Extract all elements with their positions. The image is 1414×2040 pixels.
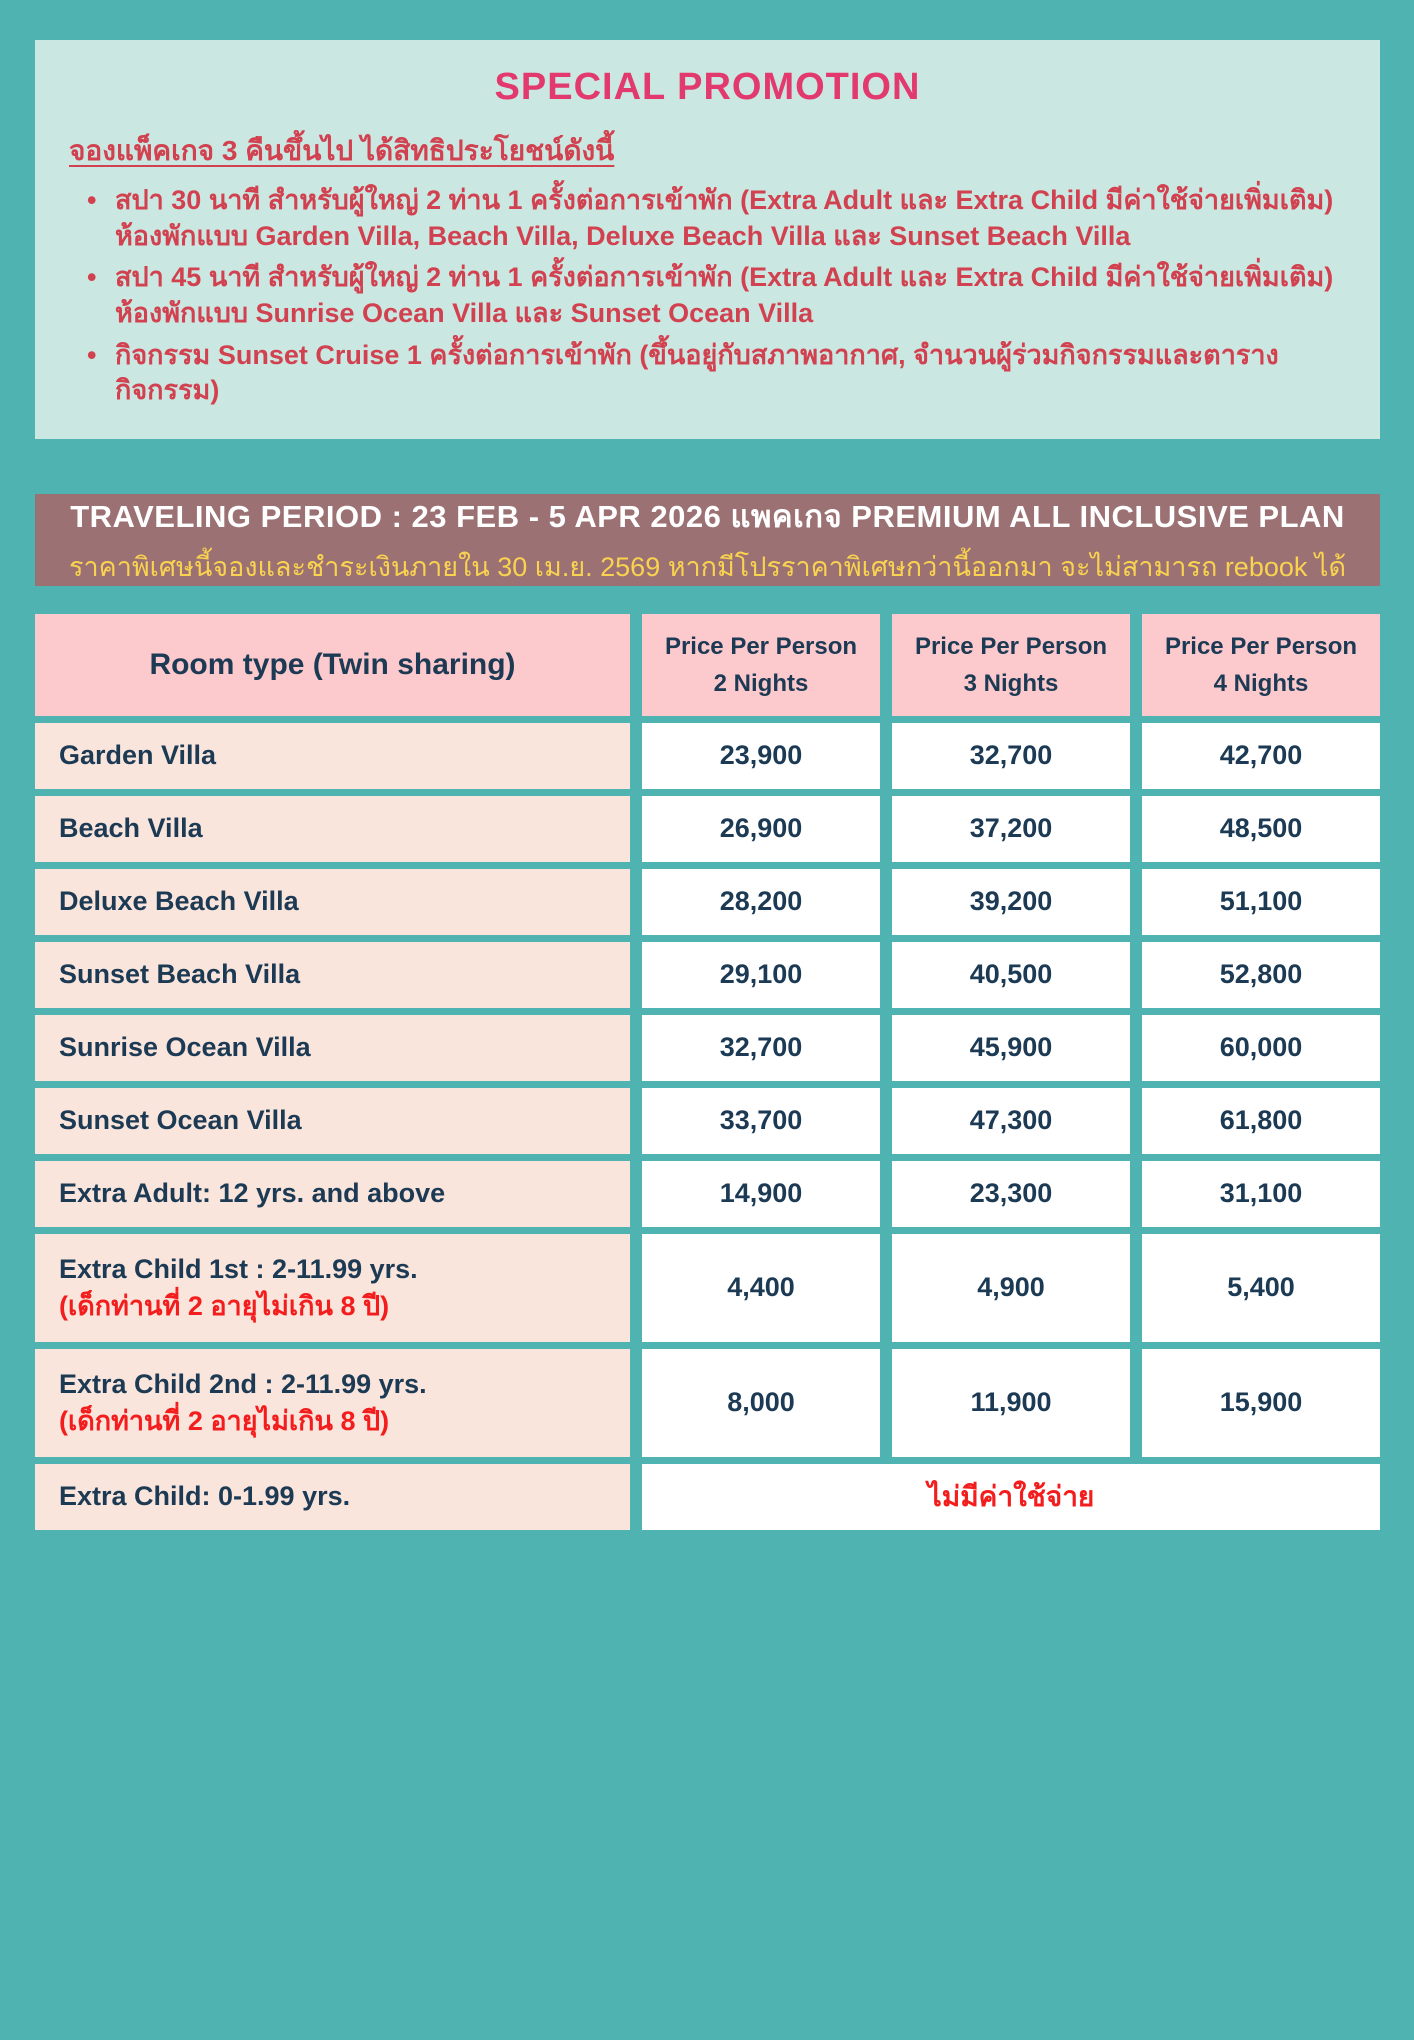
- price-cell: 29,100: [642, 942, 880, 1008]
- price-cell: 31,100: [1142, 1161, 1380, 1227]
- price-cell: 39,200: [892, 869, 1130, 935]
- no-charge-cell: ไม่มีค่าใช้จ่าย: [642, 1464, 1380, 1530]
- room-type-cell: [35, 1349, 630, 1457]
- price-cell: 37,200: [892, 796, 1130, 862]
- promo-title: SPECIAL PROMOTION: [494, 66, 921, 108]
- price-cell: 42,700: [1142, 723, 1380, 789]
- price-cell: 26,900: [642, 796, 880, 862]
- price-cell: 45,900: [892, 1015, 1130, 1081]
- room-type-cell: Sunset Beach Villa: [35, 942, 630, 1008]
- page-content: [35, 40, 1380, 1530]
- room-type-header-cell: Room type (Twin sharing): [35, 614, 630, 716]
- price-cell: 28,200: [642, 869, 880, 935]
- room-type-label: Extra Child 2nd : 2-11.99 yrs.: [59, 1369, 427, 1400]
- banner-subtitle: ราคาพิเศษนี้จองและชำระเงินภายใน 30 เม.ย. 2569 หากมีโปรราคาพิเศษกว่านี้ออกมา จะไม่สามารถ rebook ได้: [69, 552, 1346, 583]
- price-cell: 51,100: [1142, 869, 1380, 935]
- price-header-line1: Price Per Person: [1164, 632, 1358, 660]
- price-cell: 15,900: [1142, 1349, 1380, 1457]
- price-cell: 61,800: [1142, 1088, 1380, 1154]
- room-type-cell: [35, 1234, 630, 1342]
- price-cell: 11,900: [892, 1349, 1130, 1457]
- price-cell: 4,900: [892, 1234, 1130, 1342]
- price-cell: 60,000: [1142, 1015, 1380, 1081]
- price-header-line1: Price Per Person: [914, 632, 1108, 660]
- price-cell: 52,800: [1142, 942, 1380, 1008]
- room-type-label: Extra Child 1st : 2-11.99 yrs.: [59, 1254, 418, 1285]
- price-header-cell-3-nights: [892, 614, 1130, 716]
- room-type-cell: Extra Adult: 12 yrs. and above: [35, 1161, 630, 1227]
- price-cell: 33,700: [642, 1088, 880, 1154]
- room-type-note: (เด็กท่านที่ 2 อายุไม่เกิน 8 ปี): [59, 1405, 390, 1436]
- price-cell: 23,300: [892, 1161, 1130, 1227]
- room-type-cell: Garden Villa: [35, 723, 630, 789]
- price-header-cell-2-nights: [642, 614, 880, 716]
- promo-bullet-item: • สปา 45 นาที สำหรับผู้ใหญ่ 2 ท่าน 1 ครั้งต่อการเข้าพัก (Extra Adult และ Extra Child มีค่าใช้จ่ายเพิ่มเติม) ห้องพักแบบ Sunrise Ocean Villa และ Sunset Ocean Villa: [69, 260, 1346, 331]
- price-cell: 23,900: [642, 723, 880, 789]
- room-type-note: (เด็กท่านที่ 2 อายุไม่เกิน 8 ปี): [59, 1290, 390, 1321]
- price-header-cell-4-nights: [1142, 614, 1380, 716]
- price-cell: 47,300: [892, 1088, 1130, 1154]
- pricing-table: [35, 614, 1380, 1530]
- price-cell: 40,500: [892, 942, 1130, 1008]
- promo-panel: [35, 40, 1380, 439]
- period-banner: [35, 494, 1380, 586]
- room-type-cell: Sunset Ocean Villa: [35, 1088, 630, 1154]
- price-cell: 5,400: [1142, 1234, 1380, 1342]
- price-cell: 48,500: [1142, 796, 1380, 862]
- promo-heading: จองแพ็คเกจ 3 คืนขึ้นไป ได้สิทธิประโยชน์ดังนี้: [69, 135, 615, 166]
- room-type-cell: Sunrise Ocean Villa: [35, 1015, 630, 1081]
- price-header-line1: Price Per Person: [664, 632, 858, 660]
- room-type-cell: Deluxe Beach Villa: [35, 869, 630, 935]
- promo-bullet-item: • สปา 30 นาที สำหรับผู้ใหญ่ 2 ท่าน 1 ครั้งต่อการเข้าพัก (Extra Adult และ Extra Child มีค่าใช้จ่ายเพิ่มเติม) ห้องพักแบบ Garden Villa, Beach Villa, Deluxe Beach Villa และ Sunset Beach Villa: [69, 183, 1346, 254]
- room-type-cell: Beach Villa: [35, 796, 630, 862]
- price-cell: 4,400: [642, 1234, 880, 1342]
- price-header-line2: 4 Nights: [1213, 669, 1309, 697]
- price-cell: 32,700: [892, 723, 1130, 789]
- promo-bullet-item: • กิจกรรม Sunset Cruise 1 ครั้งต่อการเข้าพัก (ขึ้นอยู่กับสภาพอากาศ, จำนวนผู้ร่วมกิจกรรมและตารางกิจกรรม): [69, 338, 1346, 409]
- price-cell: 32,700: [642, 1015, 880, 1081]
- price-cell: 8,000: [642, 1349, 880, 1457]
- price-header-line2: 2 Nights: [713, 669, 809, 697]
- price-cell: 14,900: [642, 1161, 880, 1227]
- price-header-line2: 3 Nights: [963, 669, 1059, 697]
- promo-bullet-list: [69, 183, 1346, 409]
- room-type-cell: Extra Child: 0-1.99 yrs.: [35, 1464, 630, 1530]
- banner-title: TRAVELING PERIOD : 23 FEB - 5 APR 2026 แพคเกจ PREMIUM ALL INCLUSIVE PLAN: [70, 499, 1345, 535]
